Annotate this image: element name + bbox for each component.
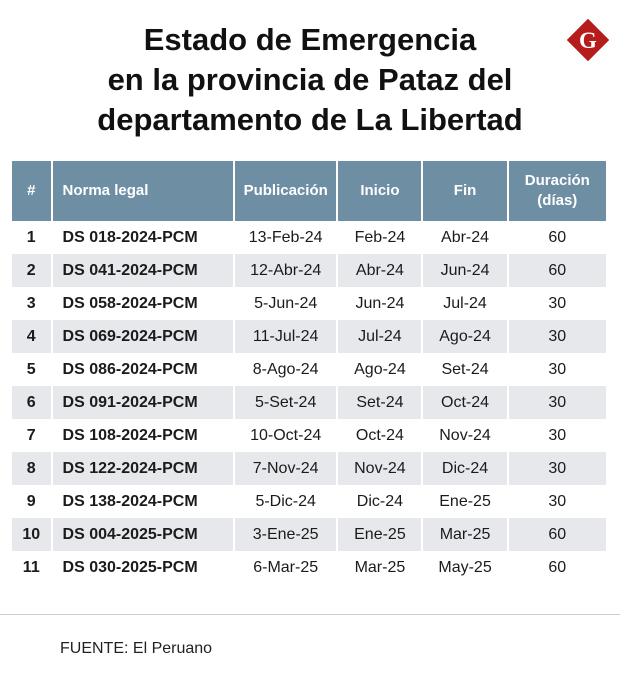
cell-publicacion: 5-Jun-24 [254,294,318,312]
header-duracion-label: Duración [524,172,590,189]
cell-num: 7 [26,426,36,444]
table-row [12,419,606,452]
title-line-1: Estado de Emergencia [143,22,477,57]
table-row [12,287,606,320]
table-row [12,320,606,353]
cell-fin: Ene-25 [439,492,491,510]
cell-num: 11 [22,558,40,576]
cell-norma-legal: DS 086-2024-PCM [62,360,198,378]
cell-fin: Nov-24 [439,426,491,444]
cell-norma-legal: DS 091-2024-PCM [53,386,233,419]
header-inicio: Inicio [338,161,421,221]
source-note: FUENTE: El Peruano [60,640,213,657]
cell-inicio: Jul-24 [338,320,421,353]
cell-duracion: 30 [509,386,606,419]
cell-inicio: Abr-24 [338,254,421,287]
cell-norma-legal: DS 041-2024-PCM [53,254,233,287]
table-row [12,386,606,419]
cell-duracion: 60 [548,228,567,246]
cell-inicio: Ago-24 [354,360,406,378]
cell-duracion: 30 [509,320,606,353]
table-row [12,254,606,287]
cell-num: 9 [26,492,36,510]
cell-num: 10 [12,518,51,551]
cell-publicacion: 5-Set-24 [235,386,336,419]
cell-inicio: Mar-25 [354,558,406,576]
cell-norma-legal: DS 138-2024-PCM [62,492,198,510]
table-row [12,452,606,485]
brand-diamond-logo-icon [564,16,612,64]
cell-fin: Oct-24 [423,386,506,419]
cell-inicio: Dic-24 [356,492,404,510]
cell-inicio: Oct-24 [355,426,404,444]
cell-inicio: Set-24 [338,386,421,419]
cell-norma-legal: DS 018-2024-PCM [62,228,198,246]
cell-duracion: 30 [548,426,567,444]
cell-fin: Set-24 [441,360,489,378]
cell-duracion: 60 [509,518,606,551]
cell-num: 4 [12,320,51,353]
header-duracion [509,161,606,221]
cell-publicacion: 13-Feb-24 [248,228,323,246]
cell-duracion: 30 [548,294,567,312]
header-duracion-unit: (días) [537,192,578,209]
cell-num: 1 [26,228,36,246]
cell-publicacion: 3-Ene-25 [235,518,336,551]
title-line-2: en la provincia de Pataz del [107,62,513,97]
cell-fin: Abr-24 [441,228,490,246]
cell-duracion: 30 [548,360,567,378]
cell-duracion: 60 [548,558,567,576]
cell-fin: Ago-24 [423,320,506,353]
cell-inicio: Feb-24 [354,228,406,246]
cell-norma-legal: DS 004-2025-PCM [53,518,233,551]
header-num: # [12,161,51,221]
table-row [12,518,606,551]
cell-num: 2 [12,254,51,287]
table-row [12,485,606,518]
cell-fin: Dic-24 [423,452,506,485]
svg-text:G: G [579,28,597,53]
cell-publicacion: 11-Jul-24 [235,320,336,353]
table-row [12,551,606,584]
cell-norma-legal: DS 108-2024-PCM [62,426,198,444]
header-publicacion: Publicación [235,161,336,221]
table-body [12,221,606,584]
cell-num: 5 [26,360,36,378]
cell-publicacion: 5-Dic-24 [255,492,316,510]
cell-fin: May-25 [438,558,492,576]
page-title [0,20,620,140]
header-fin: Fin [423,161,506,221]
cell-fin: Mar-25 [423,518,506,551]
table-row [12,353,606,386]
cell-inicio: Nov-24 [338,452,421,485]
cell-inicio: Jun-24 [355,294,405,312]
cell-norma-legal: DS 030-2025-PCM [62,558,198,576]
cell-publicacion: 7-Nov-24 [235,452,336,485]
cell-inicio: Ene-25 [338,518,421,551]
table-header-row [12,161,606,221]
cell-publicacion: 12-Abr-24 [235,254,336,287]
table-row [12,221,606,254]
header-norma-legal: Norma legal [53,161,233,221]
cell-duracion: 60 [509,254,606,287]
cell-duracion: 30 [548,492,567,510]
emergency-table [10,161,608,584]
title-line-3: departamento de La Libertad [97,102,523,137]
cell-norma-legal: DS 058-2024-PCM [62,294,198,312]
cell-fin: Jun-24 [423,254,506,287]
cell-norma-legal: DS 122-2024-PCM [53,452,233,485]
cell-num: 8 [12,452,51,485]
cell-duracion: 30 [509,452,606,485]
cell-publicacion: 8-Ago-24 [252,360,319,378]
cell-norma-legal: DS 069-2024-PCM [53,320,233,353]
cell-num: 6 [12,386,51,419]
cell-publicacion: 10-Oct-24 [250,426,322,444]
cell-fin: Jul-24 [443,294,487,312]
cell-publicacion: 6-Mar-25 [253,558,319,576]
cell-num: 3 [26,294,36,312]
divider [0,614,620,615]
